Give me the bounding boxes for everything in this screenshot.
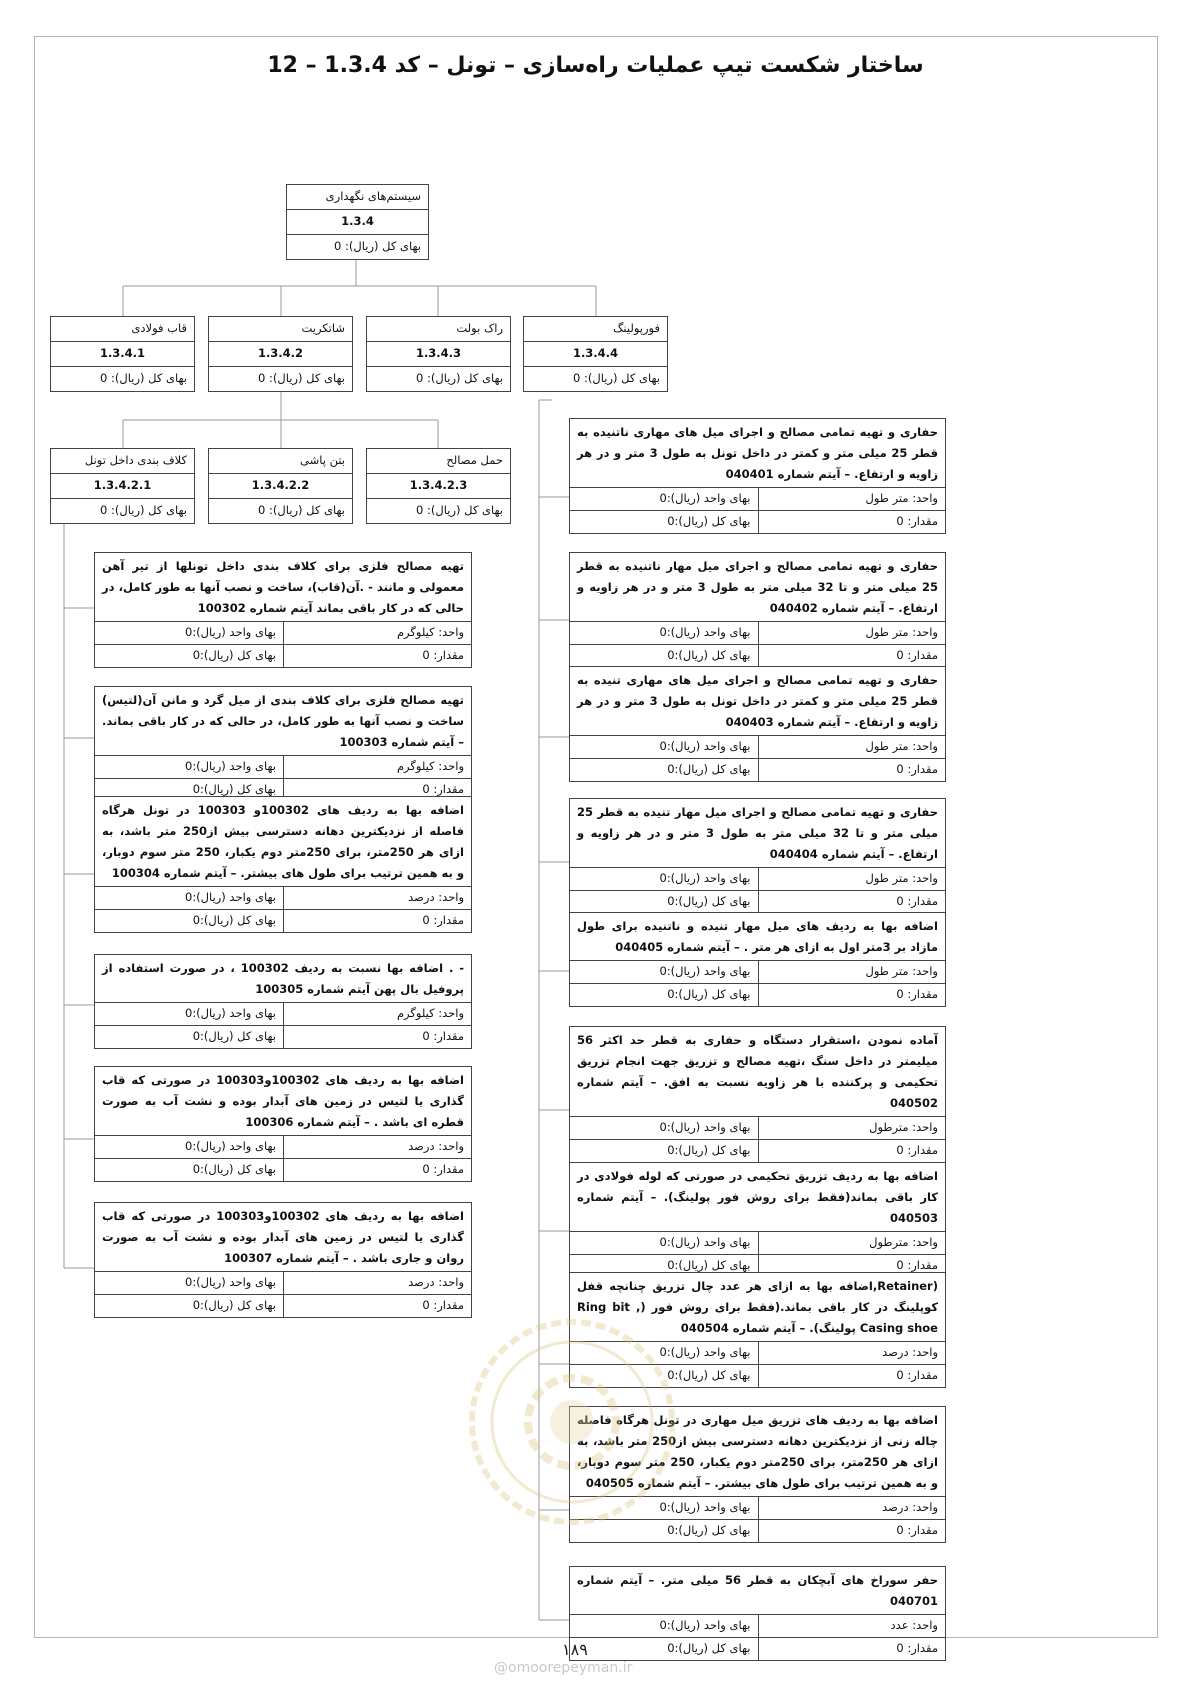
item-040502[interactable]: [569, 1026, 946, 1163]
item-unit: واحد: مترطول: [758, 1116, 946, 1139]
item-unit: واحد: متر طول: [758, 487, 946, 510]
node-name: کلاف بندی داخل تونل: [84, 453, 187, 467]
item-unit-price: بهای واحد (ریال):0: [570, 1496, 758, 1519]
item-quantity: مقدار: 0: [758, 758, 946, 781]
node-code: 1.3.4.2.3: [367, 473, 510, 498]
item-quantity: مقدار: 0: [758, 983, 946, 1006]
node-code: 1.3.4.1: [51, 341, 194, 366]
item-unit: واحد: درصد: [283, 1135, 471, 1158]
item-description: اضافه بها به ردیف تزریق تحکیمی در صورتی که لوله فولادی در کار باقی بماند(فقط برای روش فور پولینگ). – آیتم شماره 040503: [577, 1169, 938, 1225]
page-title: ساختار شکست تیپ عملیات راه‌سازی – تونل – کد 1.3.4 – 12: [267, 53, 924, 78]
node-total: بهای کل (ریال): 0: [209, 366, 352, 391]
item-quantity: مقدار: 0: [283, 909, 471, 932]
item-040503[interactable]: [569, 1162, 946, 1278]
item-quantity: مقدار: 0: [283, 778, 471, 801]
item-total: بهای کل (ریال):0: [570, 510, 758, 533]
item-total: بهای کل (ریال):0: [570, 1364, 758, 1387]
node-total: بهای کل (ریال): 0: [367, 366, 510, 391]
item-unit: واحد: درصد: [283, 1271, 471, 1294]
item-100306[interactable]: [94, 1066, 472, 1182]
item-unit: واحد: درصد: [758, 1341, 946, 1364]
node-name: قاب فولادی: [131, 321, 187, 335]
item-total: بهای کل (ریال):0: [95, 1158, 283, 1181]
item-unit-price: بهای واحد (ریال):0: [95, 1002, 283, 1025]
node-total: بهای کل (ریال): 0: [367, 498, 510, 523]
item-unit-price: بهای واحد (ریال):0: [570, 1614, 758, 1637]
item-quantity: مقدار: 0: [758, 890, 946, 913]
item-total: بهای کل (ریال):0: [95, 1025, 283, 1048]
node-code: 1.3.4.3: [367, 341, 510, 366]
item-100305[interactable]: [94, 954, 472, 1049]
item-unit-price: بهای واحد (ریال):0: [95, 1271, 283, 1294]
item-unit: واحد: کیلوگرم: [283, 755, 471, 778]
item-unit-price: بهای واحد (ریال):0: [95, 886, 283, 909]
item-unit-price: بهای واحد (ریال):0: [570, 1231, 758, 1254]
item-quantity: مقدار: 0: [283, 1294, 471, 1317]
node-name: راک بولت: [456, 321, 503, 335]
node-shotcrete[interactable]: [208, 316, 353, 392]
node-material-transport[interactable]: [366, 448, 511, 524]
item-description: (Retainer,اضافه بها به ازای هر عدد چال تزریق چنانچه قفل کوپلینگ در کار باقی بماند.(فقط برای روش فور (Ring bit , Casing shoe پولینگ). – آیتم شماره 040504: [577, 1279, 939, 1335]
item-unit-price: بهای واحد (ریال):0: [570, 1116, 758, 1139]
item-description: اضافه بها به ردیف های 100302و100303 در صورتی که قاب گذاری یا لتیس در زمین های آبدار بوده و نشت آب به صورت روان و جاری باشد . – آیتم شماره 100307: [102, 1209, 464, 1265]
node-total: بهای کل (ریال): 0: [51, 366, 194, 391]
item-040402[interactable]: [569, 552, 946, 668]
item-100302[interactable]: [94, 552, 472, 668]
item-unit: واحد: متر طول: [758, 621, 946, 644]
node-code: 1.3.4: [287, 209, 428, 234]
item-unit-price: بهای واحد (ریال):0: [570, 487, 758, 510]
item-unit: واحد: عدد: [758, 1614, 946, 1637]
item-unit: واحد: کیلوگرم: [283, 621, 471, 644]
item-quantity: مقدار: 0: [283, 1025, 471, 1048]
item-quantity: مقدار: 0: [283, 644, 471, 667]
item-total: بهای کل (ریال):0: [570, 1637, 758, 1660]
item-unit: واحد: مترطول: [758, 1231, 946, 1254]
node-code: 1.3.4.2.1: [51, 473, 194, 498]
node-total: بهای کل (ریال): 0: [524, 366, 667, 391]
item-total: بهای کل (ریال):0: [570, 1519, 758, 1542]
item-description: اضافه بها به ردیف های 100302و100303 در صورتی که قاب گذاری یا لتیس در زمین های آبدار بوده و نشت آب به صورت قطره ای باشد . – آیتم شماره 100306: [102, 1073, 464, 1129]
node-name: فورپولینگ: [613, 321, 660, 335]
item-description: اضافه بها به ردیف های تزریق میل مهاری در تونل هرگاه فاصله چاله زنی از نزدیکترین دهانه دسترسی بیش از250 متر باشد، به ازای هر 250متر، برای 250متر دوم یکبار، 250 متر سوم دوبار، و به همین ترتیب برای طول های بیشتر. – آیتم شماره 040505: [577, 1413, 938, 1490]
node-code: 1.3.4.2: [209, 341, 352, 366]
item-unit-price: بهای واحد (ریال):0: [570, 960, 758, 983]
node-total: بهای کل (ریال): 0: [287, 234, 428, 259]
node-steel-frame[interactable]: [50, 316, 195, 392]
item-quantity: مقدار: 0: [758, 644, 946, 667]
item-description: حفاری و تهیه تمامی مصالح و اجرای میل های مهاری ناتنیده به قطر 25 میلی متر و کمتر در داخل تونل به طول 3 متر و در هر زاویه و ارتفاع. – آیتم شماره 040401: [577, 425, 939, 481]
item-total: بهای کل (ریال):0: [95, 644, 283, 667]
item-040401[interactable]: [569, 418, 946, 534]
item-unit-price: بهای واحد (ریال):0: [95, 1135, 283, 1158]
item-total: بهای کل (ریال):0: [570, 758, 758, 781]
node-name: حمل مصالح: [446, 453, 503, 467]
item-description: آماده نمودن ،استقرار دستگاه و حفاری به قطر حد اکثر 56 میلیمتر در داخل سنگ ،تهیه مصالح و تزریق جهت انجام تزریق تحکیمی و پرکننده با هر زاویه نسبت به افق. – آیتم شماره 040502: [577, 1033, 938, 1110]
item-040505[interactable]: [569, 1406, 946, 1543]
node-code: 1.3.4.2.2: [209, 473, 352, 498]
node-rock-bolt[interactable]: [366, 316, 511, 392]
item-unit: واحد: کیلوگرم: [283, 1002, 471, 1025]
item-100304[interactable]: [94, 796, 472, 933]
item-description: حفاری و تهیه تمامی مصالح و اجرای میل مهار ناتنیده به قطر 25 میلی متر و تا 32 میلی متر به طول 3 متر و در هر زاویه و ارتفاع. – آیتم شماره 040402: [577, 559, 938, 615]
item-quantity: مقدار: 0: [758, 1364, 946, 1387]
item-100303[interactable]: [94, 686, 472, 802]
node-name: بتن پاشی: [299, 453, 345, 467]
item-description: حفر سوراخ های آبچکان به قطر 56 میلی متر. – آیتم شماره 040701: [577, 1573, 938, 1608]
item-unit-price: بهای واحد (ریال):0: [95, 755, 283, 778]
node-total: بهای کل (ریال): 0: [209, 498, 352, 523]
node-tunnel-lattice[interactable]: [50, 448, 195, 524]
item-040405[interactable]: [569, 912, 946, 1007]
item-unit: واحد: متر طول: [758, 867, 946, 890]
item-quantity: مقدار: 0: [758, 1519, 946, 1542]
item-unit-price: بهای واحد (ریال):0: [570, 621, 758, 644]
page-number: ۱۸۹: [562, 1640, 588, 1659]
item-total: بهای کل (ریال):0: [570, 644, 758, 667]
item-unit-price: بهای واحد (ریال):0: [570, 867, 758, 890]
node-total: بهای کل (ریال): 0: [51, 498, 194, 523]
item-description: حفاری و تهیه تمامی مصالح و اجرای میل های مهاری تنیده به قطر 25 میلی متر و کمتر در داخل تونل به طول 3 متر و در هر زاویه و ارتفاع. – آیتم شماره 040403: [577, 673, 939, 729]
item-quantity: مقدار: 0: [283, 1158, 471, 1181]
item-description: تهیه مصالح فلزی برای کلاف بندی از میل گرد و مانن آن(لتیس) ساخت و نصب آنها به طور کامل، در حالی که در کار باقی بماند. – آیتم شماره 100303: [102, 693, 464, 749]
item-unit: واحد: درصد: [758, 1496, 946, 1519]
item-unit: واحد: درصد: [283, 886, 471, 909]
item-unit: واحد: متر طول: [758, 960, 946, 983]
item-040701[interactable]: [569, 1566, 946, 1661]
item-040404[interactable]: [569, 798, 946, 914]
node-name: سیستم‌های نگهداری: [325, 189, 421, 203]
watermark-text: @omoorepeyman.ir: [494, 1660, 633, 1676]
item-total: بهای کل (ریال):0: [570, 1139, 758, 1162]
root-node[interactable]: [286, 184, 429, 260]
item-description: - . اضافه بها نسبت به ردیف 100302 ، در صورت استفاده از پروفیل بال پهن آیتم شماره 100305: [102, 961, 464, 996]
item-040403[interactable]: [569, 666, 946, 782]
item-quantity: مقدار: 0: [758, 510, 946, 533]
item-quantity: مقدار: 0: [758, 1139, 946, 1162]
item-total: بهای کل (ریال):0: [95, 909, 283, 932]
node-name: شاتکریت: [301, 321, 345, 335]
item-quantity: مقدار: 0: [758, 1637, 946, 1660]
item-description: اضافه بها به ردیف های 100302و 100303 در تونل هرگاه فاصله از نزدیکترین دهانه دسترسی بیش از250 متر باشد، به ازای هر 250متر، برای 250متر دوم یکبار، 250 متر سوم دوبار، و به همین ترتیب برای طول های بیشتر. – آیتم شماره 100304: [102, 803, 464, 880]
item-quantity: مقدار: 0: [758, 1254, 946, 1277]
item-total: بهای کل (ریال):0: [570, 890, 758, 913]
item-100307[interactable]: [94, 1202, 472, 1318]
item-total: بهای کل (ریال):0: [95, 778, 283, 801]
node-code: 1.3.4.4: [524, 341, 667, 366]
node-forepoling[interactable]: [523, 316, 668, 392]
item-total: بهای کل (ریال):0: [570, 983, 758, 1006]
item-unit: واحد: متر طول: [758, 735, 946, 758]
item-total: بهای کل (ریال):0: [570, 1254, 758, 1277]
item-description: تهیه مصالح فلزی برای کلاف بندی داخل تونلها از تیر آهن معمولی و مانند - .آن(قاب)، ساخت و نصب آنها به طور کامل، در حالی که در کار باقی بماند آیتم شماره 100302: [102, 559, 464, 615]
item-description: حفاری و تهیه تمامی مصالح و اجرای میل مهار تنیده به قطر 25 میلی متر و تا 32 میلی متر به طول 3 متر و در هر زاویه و ارتفاع. – آیتم شماره 040404: [577, 805, 938, 861]
node-concrete-spraying[interactable]: [208, 448, 353, 524]
item-unit-price: بهای واحد (ریال):0: [570, 735, 758, 758]
item-total: بهای کل (ریال):0: [95, 1294, 283, 1317]
item-040504[interactable]: [569, 1272, 946, 1388]
item-description: اضافه بها به ردیف های میل مهار تنیده و ناتنیده برای طول مازاد بر 3متر اول به ازای هر متر . – آیتم شماره 040405: [577, 919, 938, 954]
item-unit-price: بهای واحد (ریال):0: [95, 621, 283, 644]
item-unit-price: بهای واحد (ریال):0: [570, 1341, 758, 1364]
